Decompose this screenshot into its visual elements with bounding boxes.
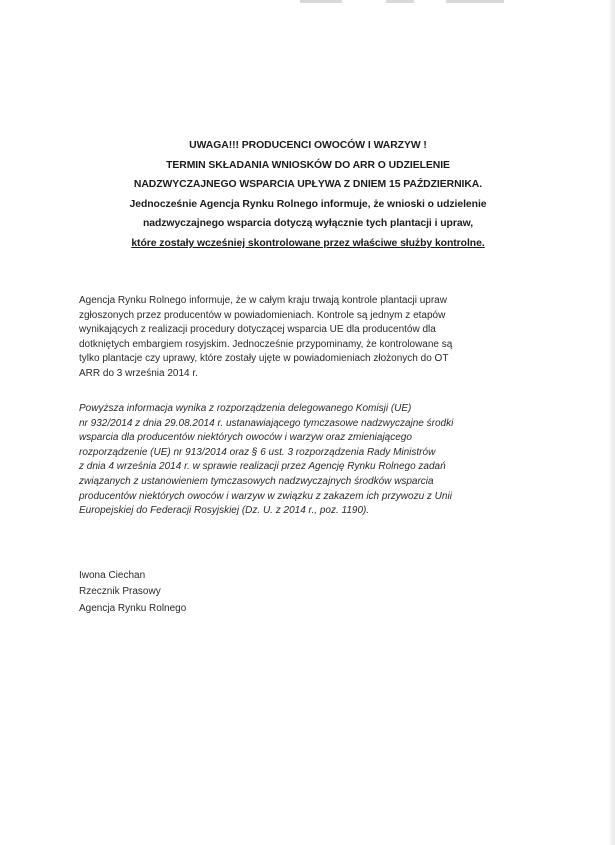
scan-artifact [446,0,504,3]
paragraph-line: tylko plantacje czy uprawy, które zostały ujęte w powiadomieniach złożonych do OT [79,353,449,365]
scan-artifact [300,0,342,3]
paragraph-line: rozporządzenie (UE) nr 913/2014 oraz § 6 ust. 3 rozporządzenia Rady Ministrów [79,446,436,458]
signature-block [79,568,186,617]
header-line: NADZWYCZAJNEGO WSPARCIA UPŁYWA Z DNIEM 15 PAŹDZIERNIKA. [133,179,483,191]
announcement-header [60,136,556,254]
paragraph-line: Powyższa informacja wynika z rozporządzenia delegowanego Komisji (UE) [79,403,412,414]
paragraph-line: dotkniętych embargiem rosyjskim. Jednocześnie przypominamy, że kontrolowane są [79,338,453,350]
paragraph-line: nr 932/2014 z dnia 29.08.2014 r. ustanawiającego tymczasowe nadzwyczajne środki [79,417,454,429]
paragraph-line: producentów niektórych owoców i warzyw w związku z zakazem ich przywozu z Unii [79,490,452,502]
paragraph-line: wynikających z realizacji procedury dotyczącej wsparcia UE dla producentów dla [79,324,436,336]
paragraph-line: zgłoszonych przez producentów w powiadomieniach. Kontrole są jednym z etapów [79,309,446,321]
signatory-role: Rzecznik Prasowy [79,586,161,598]
paragraph-line: z dnia 4 września 2014 r. w sprawie realizacji przez Agencję Rynku Rolnego zadań [79,461,446,473]
header-line: nadzwyczajnego wsparcia dotyczą wyłącznie tych plantacji i upraw, [142,218,474,230]
paragraph-inspections [79,294,549,382]
header-line-underlined: które zostały wcześniej skontrolowane przez właściwe służby kontrolne. [131,237,485,249]
paragraph-line: Europejskiej do Federacji Rosyjskiej (Dz. U. z 2014 r., poz. 1190). [79,505,370,517]
paragraph-legal-basis [79,402,549,519]
header-line: TERMIN SKŁADANIA WNIOSKÓW DO ARR O UDZIELENIE [166,159,450,171]
scan-artifact [386,0,414,3]
signatory-organization: Agencja Rynku Rolnego [79,602,187,614]
paragraph-line: związanych z ustanowieniem tymczasowych nadzwyczajnych środków wsparcia [79,475,434,487]
signatory-name: Iwona Ciechan [79,570,146,581]
header-line: UWAGA!!! PRODUCENCI OWOCÓW I WARZYW ! [189,140,427,151]
header-line: Jednocześnie Agencja Rynku Rolnego informuje, że wnioski o udzielenie [129,198,487,210]
paragraph-line: ARR do 3 września 2014 r. [79,367,198,379]
scan-edge-shadow [610,0,615,845]
paragraph-line: Agencja Rynku Rolnego informuje, że w całym kraju trwają kontrole plantacji upraw [79,295,447,306]
paragraph-line: wsparcia dla producentów niektórych owoców i warzyw oraz zmieniającego [79,432,412,444]
